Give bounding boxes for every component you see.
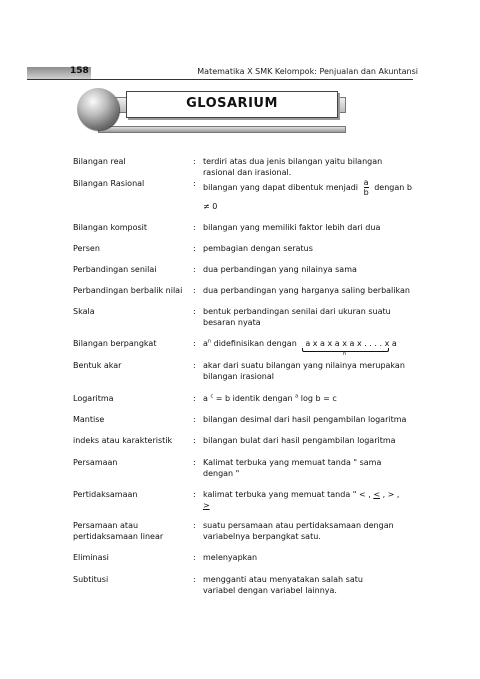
glossary-term: Persen (73, 244, 100, 253)
glossary-colon: : (193, 490, 196, 499)
underbrace-label: n (343, 351, 347, 357)
glossary-colon: : (193, 157, 196, 166)
page-number: 158 (70, 66, 89, 76)
glossary-definition: Kalimat terbuka yang memuat tanda " sama dengan " (203, 458, 382, 478)
definition-line: ≠ 0 (203, 202, 218, 211)
glossary-colon: : (193, 553, 196, 562)
less-or-equal-symbol: < (373, 490, 381, 499)
glossary-colon: : (193, 394, 196, 403)
header-rule (27, 79, 413, 80)
log-exponent: c (210, 393, 214, 400)
glossary-definition: mengganti atau menyatakan salah satu variabel dengan variabel lainnya. (203, 575, 363, 595)
glossary-definition (203, 393, 418, 404)
glossary-term: Perbandingan berbalik nilai (73, 286, 183, 295)
glossary-definition: suatu persamaan atau pertidaksamaan dengan variabelnya berpangkat satu. (203, 521, 394, 541)
log-base: a (203, 394, 208, 403)
definition-text: dengan b (374, 183, 412, 192)
glossary-colon: : (193, 415, 196, 424)
page-title: GLOSARIUM (186, 96, 278, 111)
glossary-definition: bilangan yang memiliki faktor lebih dari dua (203, 223, 381, 232)
glossary-colon: : (193, 265, 196, 274)
glossary-colon: : (193, 179, 196, 188)
glossary-term: Skala (73, 307, 95, 316)
glossary-colon: : (193, 223, 196, 232)
fraction (364, 178, 369, 197)
glossary-colon: : (193, 244, 196, 253)
glossary-term: indeks atau karakteristik (73, 436, 173, 445)
glossary-definition: akar dari suatu bilangan yang nilainya merupakan bilangan irasional (203, 361, 405, 381)
definition-text: , > , (382, 490, 400, 499)
fraction-denominator: b (363, 188, 369, 197)
glossary-definition (203, 178, 418, 197)
glossary-term: Persamaan atau pertidaksamaan linear (73, 521, 164, 541)
glossary-term: Bentuk akar (73, 361, 122, 370)
log-superscript-base: a (295, 393, 299, 400)
glossary-term: Mantise (73, 415, 105, 424)
power-base: a (203, 339, 208, 348)
glossary-definition: bentuk perbandingan senilai dari ukuran suatu besaran nyata (203, 307, 391, 327)
definition-text: = b identik dengan (215, 394, 293, 403)
glossary-colon: : (193, 361, 196, 370)
glossary-colon: : (193, 575, 196, 584)
definition-text: kalimat terbuka yang memuat tanda " < , (203, 490, 371, 499)
glossary-term: Bilangan real (73, 157, 126, 166)
glossary-term: Subtitusi (73, 575, 109, 584)
running-header: Matematika X SMK Kelompok: Penjualan dan Akuntansi (197, 67, 418, 76)
glossary-term: Bilangan Rasional (73, 179, 145, 188)
glossary-definition: bilangan desimal dari hasil pengambilan logaritma (203, 415, 407, 424)
glossary-definition: pembagian dengan seratus (203, 244, 313, 253)
glossary-colon: : (193, 458, 196, 467)
definition-text: didefinisikan dengan (213, 339, 297, 348)
glossary-definition (203, 489, 418, 511)
glossary-colon: : (193, 521, 196, 530)
glossary-definition: melenyapkan (203, 553, 258, 562)
glossary-definition: bilangan bulat dari hasil pengambilan logaritma (203, 436, 396, 445)
sphere-ornament (77, 88, 119, 130)
glossary-definition: dua perbandingan yang nilainya sama (203, 265, 357, 274)
repeated-product: a x a x a x a x . . . . x a (305, 339, 397, 348)
glossary-term: Pertidaksamaan (73, 490, 138, 499)
power-exponent: n (207, 338, 212, 345)
glossary-term: Eliminasi (73, 553, 109, 562)
fraction-numerator: a (363, 178, 369, 187)
glossary-colon: : (193, 286, 196, 295)
glossary-term: Perbandingan senilai (73, 265, 157, 274)
definition-text: log b = c (300, 394, 337, 403)
glossary-term: Persamaan (73, 458, 118, 467)
glossary-term: Bilangan berpangkat (73, 339, 157, 348)
glossary-colon: : (193, 339, 196, 348)
glossary-term: Logaritma (73, 394, 114, 403)
glossary-definition: terdiri atas dua jenis bilangan yaitu bilangan rasional dan irasional. (203, 157, 383, 177)
glossary-colon: : (193, 307, 196, 316)
glossary-term: Bilangan komposit (73, 223, 148, 232)
definition-text: bilangan yang dapat dibentuk menjadi (203, 183, 359, 192)
glossary-definition: dua perbandingan yang harganya saling berbalikan (203, 286, 410, 295)
title-underband (98, 126, 346, 133)
greater-or-equal-symbol: > (203, 501, 210, 510)
glossary-colon: : (193, 436, 196, 445)
